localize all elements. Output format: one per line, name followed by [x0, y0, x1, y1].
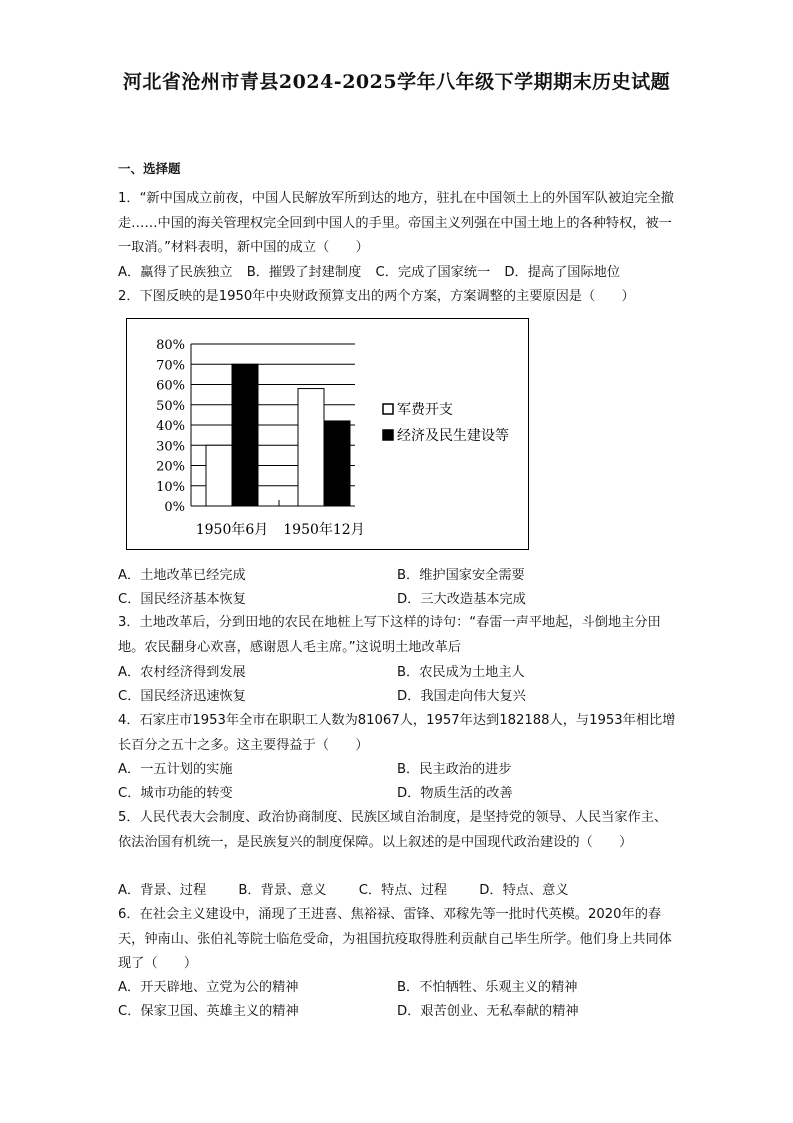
q4-option-d[interactable]: D．物质生活的改善	[397, 786, 513, 801]
q2-option-c[interactable]: C．国民经济基本恢复	[118, 592, 246, 607]
question-5-stem: 5．人民代表大会制度、政治协商制度、民族区域自治制度，是坚持党的领导、人民当家作主、依法治国有机统一，是民族复兴的制度保障。以上叙述的是中国现代政治建设的（ ）	[118, 810, 668, 850]
q6-option-c[interactable]: C．保家卫国、英雄主义的精神	[118, 1004, 299, 1019]
legend-swatch	[383, 430, 393, 440]
question-2-stem: 2．下图反映的是1950年中央财政预算支出的两个方案，方案调整的主要原因是（ ）	[118, 289, 635, 304]
bar	[298, 389, 324, 506]
bar	[324, 421, 350, 506]
q4-option-c[interactable]: C．城市功能的转变	[118, 786, 233, 801]
q1-option-d[interactable]: D．提高了国际地位	[504, 265, 621, 280]
y-tick-label: 50%	[156, 398, 185, 414]
question-3-stem: 3．土地改革后，分到田地的农民在地桩上写下这样的诗句：“春雷一声平地起，斗倒地主分田地。农民翻身心欢喜，感谢恩人毛主席。”这说明土地改革后	[118, 615, 661, 655]
question-6-stem: 6．在社会主义建设中，涌现了王进喜、焦裕禄、雷锋、邓稼先等一批时代英模。2020年的春天，钟南山、张伯礼等院士临危受命，为祖国抗疫取得胜利贡献自己毕生所学。他们身上共同体现了（ ）	[118, 907, 672, 971]
y-tick-label: 70%	[156, 358, 185, 374]
q5-option-b[interactable]: B．背景、意义	[238, 883, 327, 898]
q3-option-d[interactable]: D．我国走向伟大复兴	[397, 689, 526, 704]
q2-option-d[interactable]: D．三大改造基本完成	[397, 592, 526, 607]
y-tick-label: 80%	[156, 338, 185, 353]
q2-option-a[interactable]: A．土地改革已经完成	[118, 568, 246, 583]
question-1-stem: 1．“新中国成立前夜，中国人民解放军所到达的地方，驻扎在中国领土上的外国军队被迫完全撤走……中国的海关管理权完全回到中国人的手里。帝国主义列强在中国土地上的各种特权，被一一取消。”材料表明，新中国的成立（ ）	[118, 191, 674, 255]
budget-chart	[126, 318, 529, 550]
q5-option-d[interactable]: D．特点、意义	[479, 883, 569, 898]
legend-swatch	[383, 404, 393, 414]
x-tick-label: 1950年12月	[283, 522, 365, 538]
x-tick-label: 1950年6月	[195, 522, 269, 538]
y-tick-label: 20%	[156, 459, 185, 475]
q6-option-a[interactable]: A．开天辟地、立党为公的精神	[118, 980, 299, 995]
q2-option-b[interactable]: B．维护国家安全需要	[397, 568, 525, 583]
q6-option-b[interactable]: B．不怕牺牲、乐观主义的精神	[397, 980, 578, 995]
q4-option-b[interactable]: B．民主政治的进步	[397, 762, 512, 777]
bar	[206, 445, 232, 506]
question-1-options	[118, 261, 688, 285]
q3-option-b[interactable]: B．农民成为土地主人	[397, 665, 525, 680]
q6-option-d[interactable]: D．艰苦创业、无私奉献的精神	[397, 1004, 579, 1019]
bar	[232, 364, 258, 506]
question-5-options	[118, 879, 688, 903]
q5-option-c[interactable]: C．特点、过程	[358, 883, 448, 898]
q4-option-a[interactable]: A．一五计划的实施	[118, 762, 233, 777]
y-tick-label: 40%	[156, 419, 185, 434]
y-tick-label: 30%	[156, 439, 185, 455]
q3-option-a[interactable]: A．农村经济得到发展	[118, 665, 246, 680]
y-tick-label: 0%	[164, 500, 185, 515]
legend-label: 经济及民生建设等	[397, 428, 509, 444]
section-heading: 一、选择题	[118, 161, 181, 176]
page-title: 河北省沧州市青县2024-2025学年八年级下学期期末历史试题	[122, 71, 671, 93]
legend-label: 军费开支	[397, 402, 453, 418]
y-tick-label: 60%	[156, 378, 185, 394]
q1-option-c[interactable]: C．完成了国家统一	[375, 265, 491, 280]
q1-option-b[interactable]: B．摧毁了封建制度	[246, 265, 362, 280]
q5-option-a[interactable]: A．背景、过程	[118, 883, 207, 898]
budget-chart-svg	[127, 319, 528, 549]
q3-option-c[interactable]: C．国民经济迅速恢复	[118, 689, 246, 704]
y-tick-label: 10%	[156, 479, 185, 495]
question-4-stem: 4．石家庄市1953年全市在职职工人数为81067人，1957年达到182188人，与1953年相比增长百分之五十之多。这主要得益于（ ）	[118, 713, 676, 753]
q1-option-a[interactable]: A．赢得了民族独立	[118, 265, 233, 280]
